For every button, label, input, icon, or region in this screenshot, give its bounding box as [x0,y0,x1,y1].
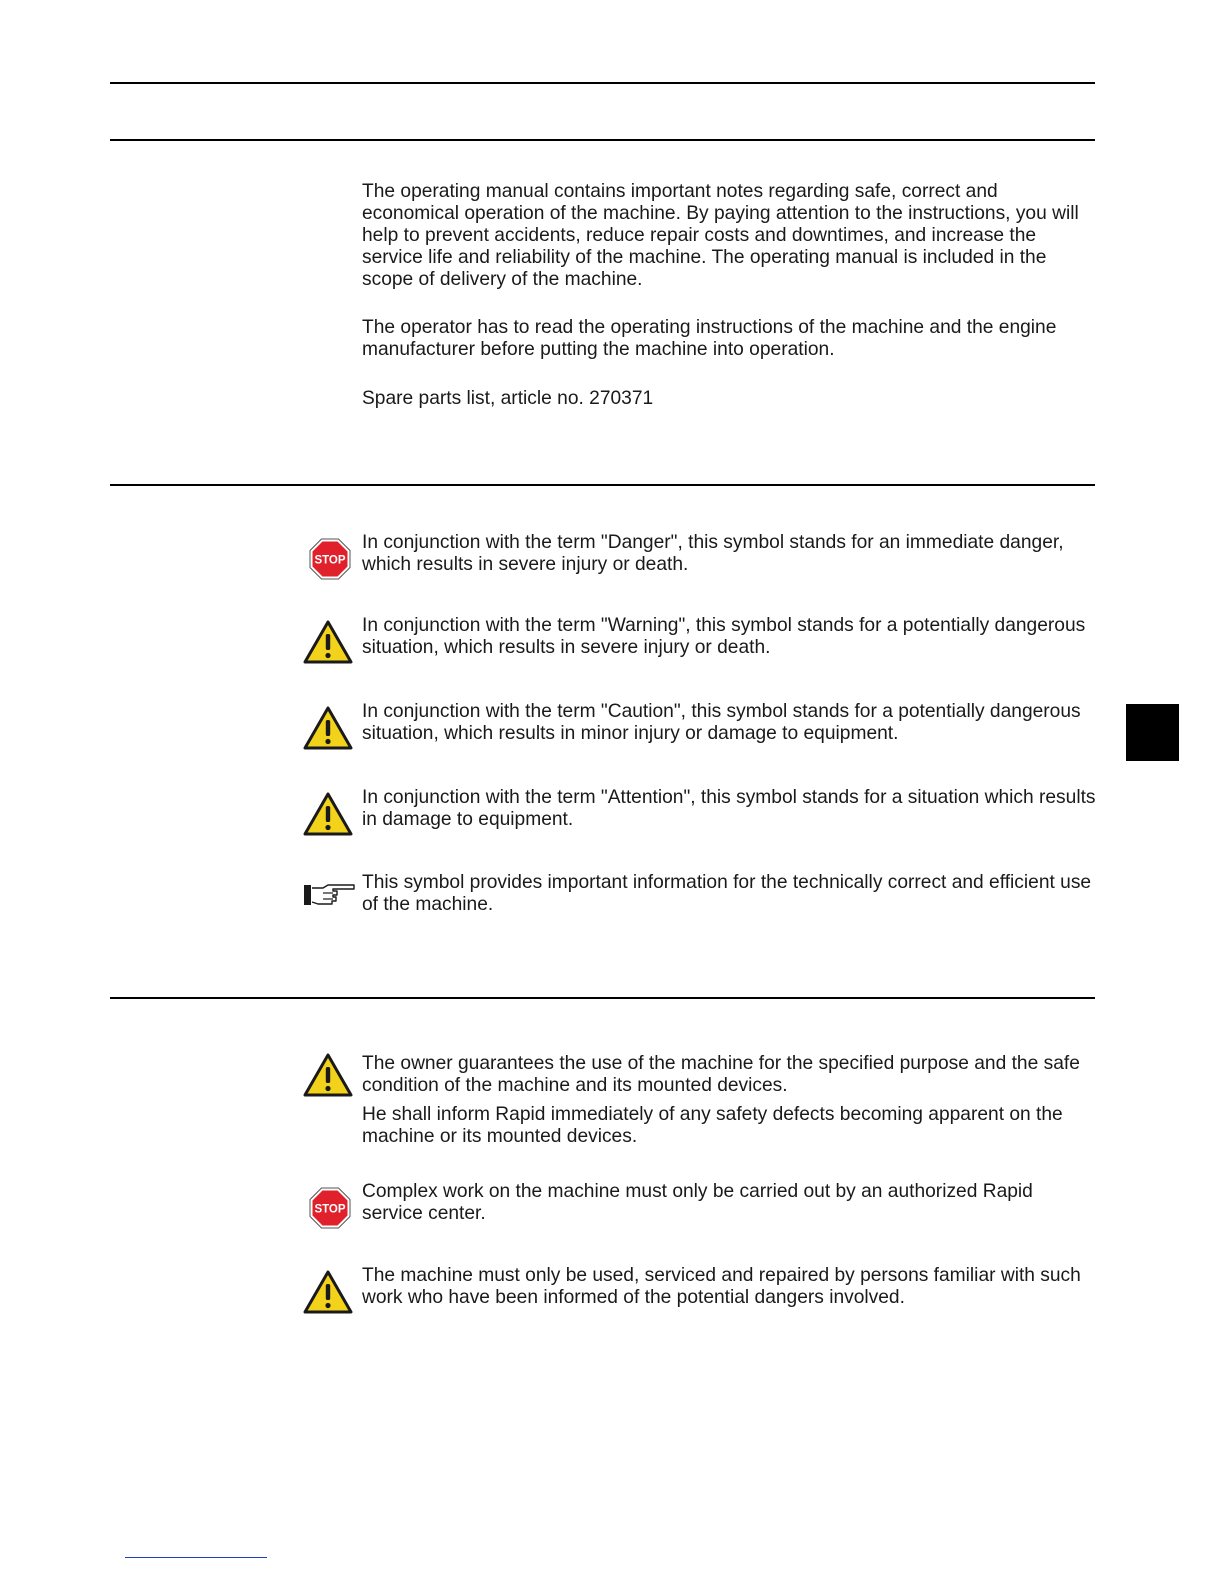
stop-sign-icon [309,1187,351,1229]
warning-triangle-icon [303,620,353,664]
svg-text:STOP: STOP [314,1203,346,1216]
caution-triangle-icon [303,706,353,750]
warning-triangle-icon [303,1270,353,1314]
qualified-persons-text: The machine must only be used, serviced and repaired by persons familiar with such work who have been informed of the potential dangers involved. [362,1265,1081,1308]
chapter-tab-marker [1126,704,1179,761]
footer-line [125,1557,267,1558]
header-rule-top [110,82,1095,84]
note-description: This symbol provides important information for the technically correct and efficient use of the machine. [362,872,1092,915]
section-rule-safety [110,997,1095,999]
warning-triangle-icon [303,1053,353,1097]
inform-rapid-text: He shall inform Rapid immediately of any safety defects becoming apparent on the machine or its mounted devices. [362,1104,1063,1147]
section-rule-symbols [110,484,1095,486]
caution-description: In conjunction with the term "Caution", this symbol stands for a potentially dangerous situation, which results in minor injury or damage to equipment. [362,701,1081,744]
svg-text:STOP: STOP [314,554,346,567]
intro-paragraph-3: Spare parts list, article no. 270371 [362,388,654,409]
stop-sign-icon [309,538,351,580]
pointing-hand-icon [303,882,357,908]
header-rule-bottom [110,139,1095,141]
intro-paragraph-1: The operating manual contains important notes regarding safe, correct and economical operation of the machine. By paying attention to the instructions, you will help to prevent accidents, reduce repair costs and downtimes, and increase the service life and reliability of the machine. The operating manual is included in the scope of delivery of the machine. [362,181,1079,290]
owner-guarantee-text: The owner guarantees the use of the machine for the specified purpose and the safe condition of the machine and its mounted devices. [362,1053,1080,1096]
attention-description: In conjunction with the term "Attention", this symbol stands for a situation which results in damage to equipment. [362,787,1096,830]
attention-triangle-icon [303,792,353,836]
warning-description: In conjunction with the term "Warning", this symbol stands for a potentially dangerous situation, which results in severe injury or death. [362,615,1086,658]
complex-work-text: Complex work on the machine must only be carried out by an authorized Rapid service center. [362,1181,1033,1224]
danger-description: In conjunction with the term "Danger", this symbol stands for an immediate danger, which results in severe injury or death. [362,532,1064,575]
intro-paragraph-2: The operator has to read the operating instructions of the machine and the engine manufacturer before putting the machine into operation. [362,317,1057,360]
